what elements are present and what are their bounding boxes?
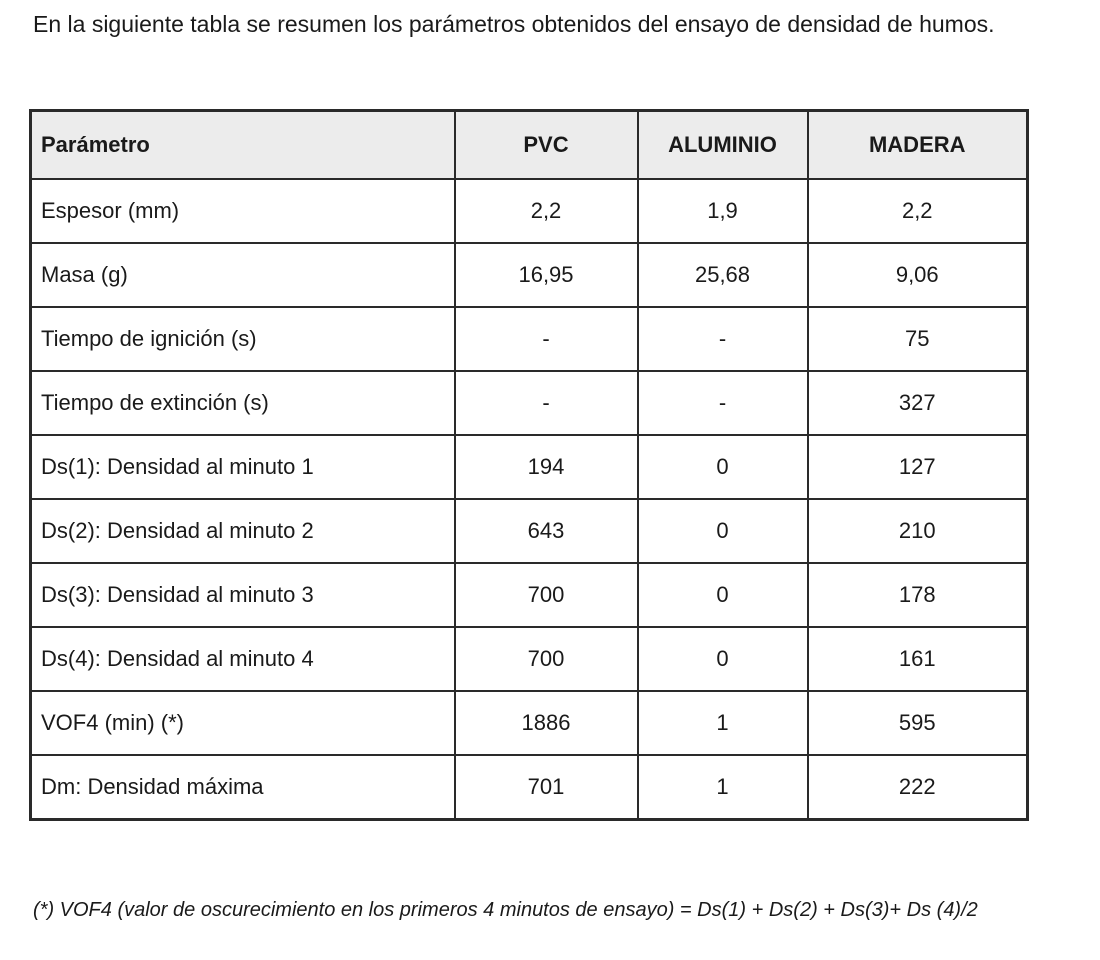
parameter-cell: Tiempo de extinción (s) [31,371,455,435]
madera-cell: 2,2 [808,179,1028,243]
pvc-cell: 701 [455,755,638,820]
aluminio-cell: - [638,307,808,371]
header-madera: MADERA [808,111,1028,180]
parameter-cell: Ds(1): Densidad al minuto 1 [31,435,455,499]
pvc-cell: 2,2 [455,179,638,243]
pvc-cell: 700 [455,627,638,691]
table-body [31,179,1028,820]
pvc-cell: - [455,371,638,435]
aluminio-cell: 1,9 [638,179,808,243]
aluminio-cell: 0 [638,627,808,691]
madera-cell: 222 [808,755,1028,820]
parameter-cell: Dm: Densidad máxima [31,755,455,820]
table-row [31,563,1028,627]
header-pvc: PVC [455,111,638,180]
table-row [31,435,1028,499]
header-aluminio: ALUMINIO [638,111,808,180]
aluminio-cell: 0 [638,563,808,627]
pvc-cell: 194 [455,435,638,499]
parameter-cell: Ds(2): Densidad al minuto 2 [31,499,455,563]
madera-cell: 9,06 [808,243,1028,307]
aluminio-cell: 0 [638,499,808,563]
parameter-cell: Tiempo de ignición (s) [31,307,455,371]
pvc-cell: 16,95 [455,243,638,307]
madera-cell: 178 [808,563,1028,627]
parameters-table [29,109,1029,821]
table-row [31,371,1028,435]
parameter-cell: Masa (g) [31,243,455,307]
parameter-cell: Ds(4): Densidad al minuto 4 [31,627,455,691]
header-row [31,111,1028,180]
table-row [31,691,1028,755]
madera-cell: 127 [808,435,1028,499]
pvc-cell: 643 [455,499,638,563]
table-header [31,111,1028,180]
aluminio-cell: 1 [638,691,808,755]
pvc-cell: 1886 [455,691,638,755]
table-row [31,627,1028,691]
intro-paragraph: En la siguiente tabla se resumen los parámetros obtenidos del ensayo de densidad de humos. [33,11,995,37]
table-row [31,243,1028,307]
madera-cell: 595 [808,691,1028,755]
footnote: (*) VOF4 (valor de oscurecimiento en los primeros 4 minutos de ensayo) = Ds(1) + Ds(2) + Ds(3)+ Ds (4)/2 [33,899,978,921]
pvc-cell: 700 [455,563,638,627]
aluminio-cell: 25,68 [638,243,808,307]
table-row [31,755,1028,820]
pvc-cell: - [455,307,638,371]
madera-cell: 161 [808,627,1028,691]
header-parametro: Parámetro [31,111,455,180]
madera-cell: 327 [808,371,1028,435]
parameters-table-container [29,109,1026,821]
aluminio-cell: 0 [638,435,808,499]
table-row [31,307,1028,371]
parameter-cell: Espesor (mm) [31,179,455,243]
madera-cell: 75 [808,307,1028,371]
parameter-cell: VOF4 (min) (*) [31,691,455,755]
table-row [31,179,1028,243]
table-row [31,499,1028,563]
aluminio-cell: 1 [638,755,808,820]
parameter-cell: Ds(3): Densidad al minuto 3 [31,563,455,627]
madera-cell: 210 [808,499,1028,563]
aluminio-cell: - [638,371,808,435]
